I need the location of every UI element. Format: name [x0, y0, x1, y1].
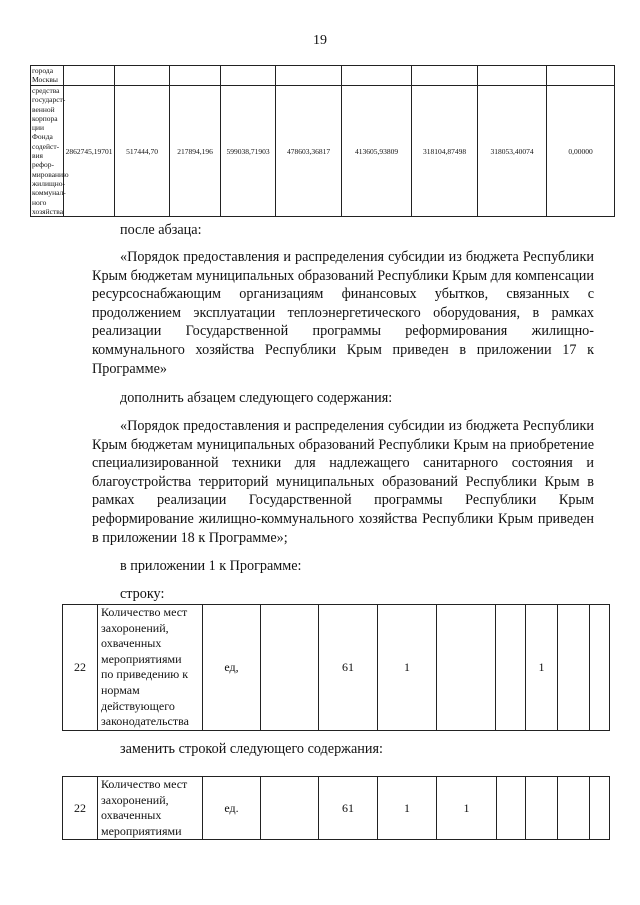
row-number: 22: [63, 605, 98, 731]
finance-value: 517444,70: [115, 86, 170, 217]
label-line: жилищно-: [32, 178, 65, 188]
finance-value: 478603,36817: [276, 86, 342, 217]
value-cell: 1: [378, 777, 437, 840]
finance-value: 413605,93809: [342, 86, 412, 217]
label-line: корпора: [32, 113, 58, 123]
table-row: [63, 605, 610, 731]
indicator-line: Количество мест: [101, 777, 188, 791]
label-line: ции Фонда: [32, 123, 53, 142]
finance-top-label: [31, 66, 64, 86]
value-cell: 1: [526, 605, 558, 731]
table-row: [31, 66, 615, 86]
after-paragraph-label: после абзаца:: [120, 222, 202, 238]
appendix-label: в приложении 1 к Программе:: [120, 558, 302, 574]
finance-value: 217894,196: [170, 86, 221, 217]
row-label: строку:: [120, 586, 165, 602]
value-cell: 61: [319, 777, 378, 840]
indicator-name: [98, 605, 203, 731]
label-line: содейст-: [32, 141, 60, 151]
table-row: [63, 777, 610, 840]
label-line: средства: [32, 86, 60, 95]
finance-value: 318053,40074: [478, 86, 547, 217]
label-line: вия рефор-: [32, 151, 55, 170]
indicator-line: по приведению к: [101, 667, 189, 682]
indicator-name: [98, 777, 203, 840]
indicator-line: охваченных: [101, 808, 162, 823]
quoted-paragraph-2: «Порядок предоставления и распределения субсидии из бюджета Республики Крым бюджетам муниципальных образований Республики Крым на приобретение специализированной техники для надлежащего санитарного состояния и благоустройства территорий муниципальных образований Республики Крым в рамках реализации Государственной программы Республики Крым реформирование жилищно-коммунального хозяйства Республики Крым приведен в приложении 18 к Программе»;: [92, 418, 594, 546]
indicator-line: мероприятиями: [101, 823, 182, 838]
row-number: 22: [63, 777, 98, 840]
supplement-label: дополнить абзацем следующего содержания:: [120, 390, 393, 406]
value-cell: 1: [378, 605, 437, 731]
unit-cell: ед,: [203, 605, 261, 731]
finance-value: 599038,71903: [221, 86, 276, 217]
indicator-line: действующего: [101, 698, 175, 713]
value-cell: 1: [437, 777, 497, 840]
finance-value-total: 2862745,19701: [64, 86, 115, 217]
indicator-line: захоронений,: [101, 792, 169, 807]
indicator-line: Количество мест: [101, 605, 188, 619]
finance-value: 318104,87498: [412, 86, 478, 217]
indicator-table-new: [62, 776, 610, 840]
label-line: мированию: [32, 169, 69, 179]
indicator-table-old: [62, 604, 610, 731]
quoted-paragraph-1: «Порядок предоставления и распределения субсидии из бюджета Республики Крым бюджетам муниципальных образований Республики Крым для компенсации ресурсоснабжающим организациям финансовых убытков, связанных с продолжением эксплуатации теплоэнергетического оборудования, в рамках реализации Государственной программы реформирования жилищно-коммунального хозяйства Республики Крым приведен в приложении 17 к Программе»: [92, 249, 594, 377]
finance-value: 0,00000: [547, 86, 615, 217]
label-line: ного: [32, 197, 47, 207]
indicator-line: нормам: [101, 682, 140, 697]
finance-table: [30, 65, 615, 217]
label-line: коммунал-: [32, 188, 66, 198]
indicator-line: захоронений,: [101, 620, 169, 635]
replace-label: заменить строкой следующего содержания:: [120, 741, 383, 757]
indicator-line: охваченных: [101, 636, 162, 651]
indicator-line: мероприятиями: [101, 651, 182, 666]
label-line: государст-: [32, 95, 66, 105]
table-row: [31, 86, 615, 217]
unit-cell: ед.: [203, 777, 261, 840]
page-number: 19: [313, 33, 327, 48]
label-line: города: [32, 66, 54, 75]
label-line: хозяйства: [32, 206, 64, 216]
finance-source-label: [31, 86, 69, 217]
label-line: венной: [32, 104, 55, 114]
label-line: Москвы: [32, 75, 58, 85]
value-cell: 61: [319, 605, 378, 731]
indicator-line: законодательства: [101, 714, 189, 729]
